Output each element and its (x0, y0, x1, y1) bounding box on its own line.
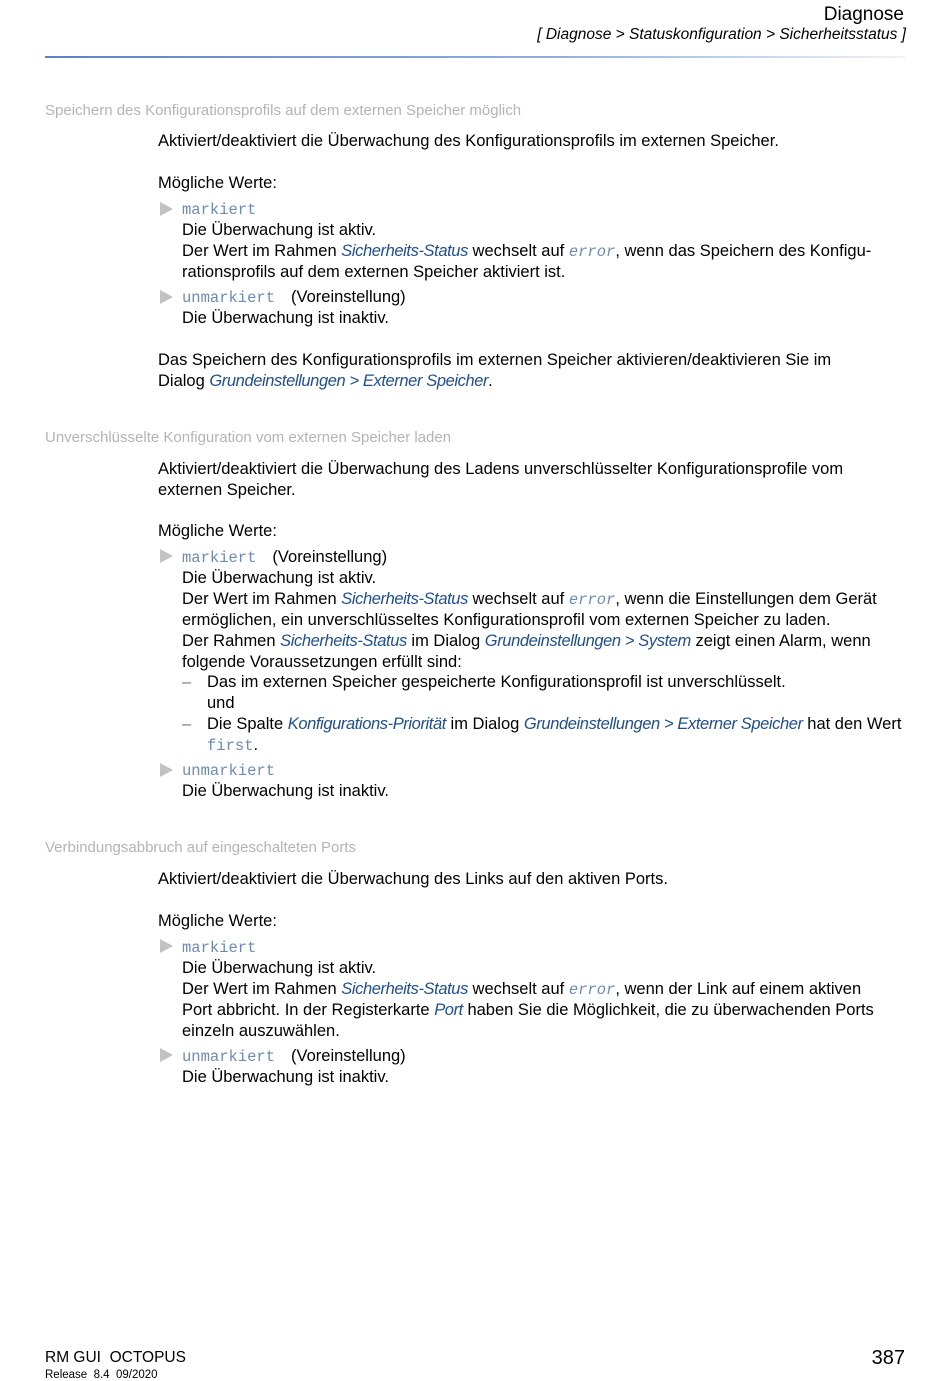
value-checked: markiert (182, 201, 257, 219)
option-unchecked (182, 1046, 406, 1068)
option-detail: Der Wert im Rahmen Sicherheits-Status wechselt auf error, wenn die Einstellungen dem Gerät (182, 590, 877, 609)
value-error: error (568, 981, 616, 999)
bullet-triangle-icon (160, 202, 173, 216)
value-checked: markiert (182, 939, 257, 957)
option-detail: Der Wert im Rahmen Sicherheits-Status wechselt auf error, wenn der Link auf einem aktiven (182, 980, 862, 999)
page-header-title: Diagnose (823, 4, 904, 25)
option-checked (182, 937, 256, 959)
value-error: error (568, 591, 616, 609)
option-description: Die Überwachung ist aktiv. (182, 959, 377, 977)
section-note-cont: Dialog Grundeinstellungen > Externer Speicher. (158, 372, 493, 390)
option-description: Die Überwachung ist inaktiv. (182, 309, 389, 327)
option-description: Die Überwachung ist inaktiv. (182, 1068, 389, 1086)
section-title-unencrypted-config: Unverschlüsselte Konfiguration vom externen Speicher laden (45, 429, 452, 446)
dash-bullet: – (182, 715, 192, 733)
section-description: Aktiviert/deaktiviert die Überwachung des Links auf den aktiven Ports. (158, 870, 668, 888)
bullet-triangle-icon (160, 549, 173, 563)
link-security-status[interactable]: Sicherheits-Status (341, 980, 468, 998)
section-note: Das Speichern des Konfigurationsprofils im externen Speicher aktivieren/deaktivieren Sie im (158, 351, 832, 369)
option-checked (182, 547, 387, 569)
footer-release: Release 8.4 09/2020 (45, 1369, 158, 1381)
value-error: error (568, 243, 616, 261)
header-divider (45, 56, 905, 58)
default-marker: (Voreinstellung) (272, 548, 388, 566)
section-description-cont: externen Speicher. (158, 481, 296, 499)
option-description: Die Überwachung ist aktiv. (182, 569, 377, 587)
section-title-link-loss: Verbindungsabbruch auf eingeschalteten Ports (45, 839, 357, 856)
default-marker: (Voreinstellung) (291, 1047, 406, 1065)
possible-values-label: Mögliche Werte: (158, 912, 277, 930)
condition-item: Die Spalte Konfigurations-Priorität im Dialog Grundeinstellungen > Externer Speicher hat den Wert (207, 715, 902, 733)
section-description: Aktiviert/deaktiviert die Überwachung des Konfigurationsprofils im externen Speicher. (158, 132, 779, 150)
page-number: 387 (871, 1347, 905, 1369)
footer-product: RM GUI OCTOPUS (45, 1349, 186, 1366)
bullet-triangle-icon (160, 763, 173, 777)
value-first: first (207, 737, 254, 755)
condition-conjunction: und (207, 694, 235, 712)
link-security-status[interactable]: Sicherheits-Status (341, 242, 468, 260)
dash-bullet: – (182, 673, 192, 691)
option-detail-cont: Port abbricht. In der Registerkarte Port haben Sie die Möglichkeit, die zu überwachenden Ports (182, 1001, 874, 1019)
option-detail-cont: einzeln auszuwählen. (182, 1022, 340, 1040)
option-detail-cont: rationsprofils auf dem externen Speicher aktiviert ist. (182, 263, 566, 281)
possible-values-label: Mögliche Werte: (158, 174, 277, 192)
option-unchecked (182, 760, 275, 782)
bullet-triangle-icon (160, 1048, 173, 1062)
value-checked: markiert (182, 549, 257, 567)
value-unchecked: unmarkiert (182, 289, 276, 307)
bullet-triangle-icon (160, 939, 173, 953)
option-detail: Der Wert im Rahmen Sicherheits-Status wechselt auf error, wenn das Speichern des Konfigu- (182, 242, 872, 261)
section-title-save-profile: Speichern des Konfigurationsprofils auf dem externen Speicher möglich (45, 102, 522, 119)
option-unchecked (182, 287, 406, 309)
alarm-detail-cont: folgende Voraussetzungen erfüllt sind: (182, 653, 462, 671)
link-external-storage-dialog[interactable]: Grundeinstellungen > Externer Speicher (523, 715, 803, 733)
option-description: Die Überwachung ist inaktiv. (182, 782, 389, 800)
alarm-detail: Der Rahmen Sicherheits-Status im Dialog Grundeinstellungen > System zeigt einen Alarm, wenn (182, 632, 871, 650)
link-system-dialog[interactable]: Grundeinstellungen > System (484, 632, 691, 650)
link-external-storage-dialog[interactable]: Grundeinstellungen > Externer Speicher (209, 372, 489, 390)
section-description: Aktiviert/deaktiviert die Überwachung des Ladens unverschlüsselter Konfigurationsprofile vom (158, 460, 844, 478)
condition-item: Das im externen Speicher gespeicherte Konfigurationsprofil ist unverschlüsselt. (207, 673, 786, 691)
option-checked (182, 199, 256, 221)
bullet-triangle-icon (160, 290, 173, 304)
value-unchecked: unmarkiert (182, 762, 276, 780)
condition-item-cont: first. (207, 736, 259, 755)
option-description: Die Überwachung ist aktiv. (182, 221, 377, 239)
value-unchecked: unmarkiert (182, 1048, 276, 1066)
link-port-tab[interactable]: Port (434, 1001, 463, 1019)
possible-values-label: Mögliche Werte: (158, 522, 277, 540)
link-config-priority[interactable]: Konfigurations-Priorität (287, 715, 446, 733)
default-marker: (Voreinstellung) (291, 288, 406, 306)
link-security-status[interactable]: Sicherheits-Status (341, 590, 468, 608)
link-security-status[interactable]: Sicherheits-Status (280, 632, 407, 650)
option-detail-cont: ermöglichen, ein unverschlüsseltes Konfigurationsprofil vom externen Speicher zu laden. (182, 611, 831, 629)
breadcrumb: [ Diagnose > Statuskonfiguration > Sicherheitsstatus ] (537, 26, 906, 43)
